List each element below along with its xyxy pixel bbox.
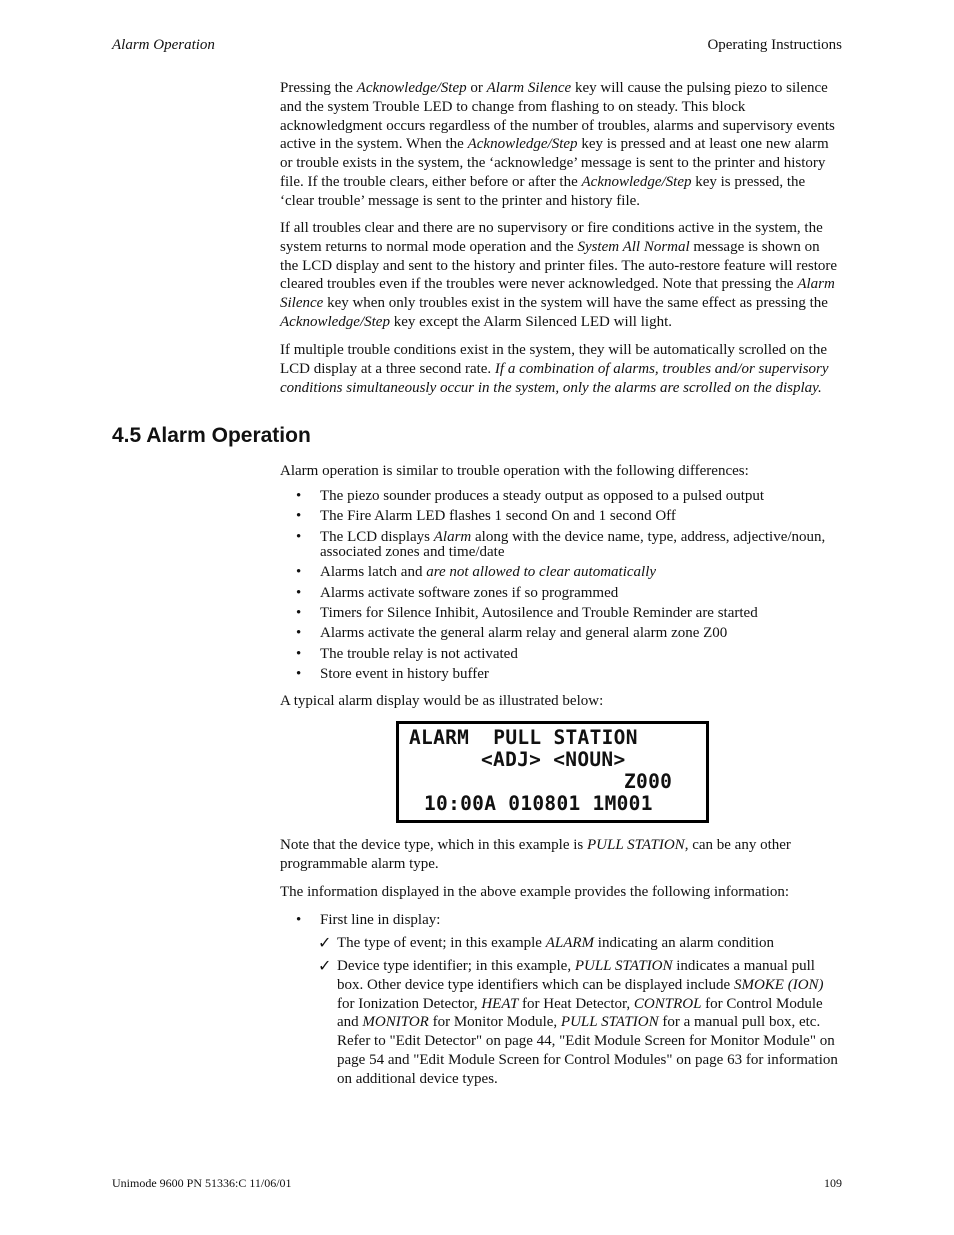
bullet-dot: •	[296, 584, 302, 601]
bullet-dot: •	[296, 528, 302, 545]
lcd-line-1: ALARM PULL STATION	[409, 726, 638, 749]
list-item: • The Fire Alarm LED flashes 1 second On and 1 second Off	[296, 508, 676, 525]
differences-list	[280, 489, 840, 687]
list-item: • The trouble relay is not activated	[296, 645, 518, 662]
list-item: • Alarms activate the general alarm relay and general alarm zone Z00	[296, 625, 728, 642]
running-header-title: Operating Instructions	[707, 37, 842, 53]
list-item: • The piezo sounder produces a steady output as opposed to a pulsed output	[296, 488, 765, 504]
paragraph-information-intro: The information displayed in the above example provides the following information:	[280, 884, 790, 900]
bullet-dot: •	[296, 508, 302, 525]
bullet-dot: •	[296, 665, 302, 682]
list-item: • Timers for Silence Inhibit, Autosilence and Trouble Reminder are started	[296, 604, 758, 621]
check-item-device-type	[318, 957, 840, 1089]
first-line-label: First line in display:	[320, 912, 441, 928]
lcd-line-2: <ADJ> <NOUN>	[481, 748, 626, 771]
checkmark-icon: ✓	[318, 933, 332, 952]
running-header-section: Alarm Operation	[112, 37, 215, 53]
list-item: • Alarms activate software zones if so programmed	[296, 584, 619, 601]
bullet-dot: •	[296, 645, 302, 662]
lcd-line-4: 10:00A 010801 1M001	[424, 792, 653, 815]
list-item: • The LCD displays Alarm along with the device name, type, address, adjective/noun, associated zones and time/date	[296, 528, 826, 561]
bullet-dot: •	[296, 604, 302, 621]
section-intro: Alarm operation is similar to trouble operation with the following differences:	[280, 463, 749, 479]
list-item: • Store event in history buffer	[296, 665, 489, 682]
bullet-dot: •	[296, 625, 302, 642]
check-item-event-type	[318, 934, 840, 953]
bullet-dot: •	[296, 564, 302, 581]
check-item-text: Device type identifier; in this example, PULL STATION indicates a manual pull box. Other device type identifiers which can be displayed include SMOKE (ION) for Ionization Detector, HEAT for Heat Detector, CONTROL for Control Module and MONITOR for Monitor Module, PULL STATION for a manual pull box, etc. Refer to "Edit Detector" on page 44, "Edit Module Screen for Monitor Module" on page 54 and "Edit Module Screen for Control Modules" on page 63 for information on additional device types.	[337, 958, 838, 1087]
lcd-line-3: Z000	[624, 770, 673, 793]
checkmark-icon: ✓	[318, 956, 332, 975]
paragraph-scrolling: If multiple trouble conditions exist in the system, they will be automatically scrolled on the LCD display at a three second rate. If a combination of alarms, troubles and/or supervisory conditions simultaneously occur in the system, only the alarms are scrolled on the display.	[280, 342, 829, 396]
list-item: • Alarms latch and are not allowed to clear automatically	[296, 564, 657, 581]
check-item-text: The type of event; in this example ALARM indicating an alarm condition	[337, 935, 774, 951]
footer-page-number: 109	[824, 1176, 842, 1190]
bullet-dot: •	[296, 912, 302, 928]
paragraph-acknowledge: Pressing the Acknowledge/Step or Alarm Silence key will cause the pulsing piezo to silence and the system Trouble LED to change from flashing to on steady. This block acknowledgment occurs regardless of the number of troubles, alarms and supervisory events active in the system. When the Acknowledge/Step key is pressed and at least one new alarm or trouble exists in the system, the ‘acknowledge’ message is sent to the printer and history file. If the trouble clears, either before or after the Acknowledge/Step key is pressed, the ‘clear trouble’ message is sent to the printer and history file.	[280, 80, 835, 209]
lcd-display-example	[396, 721, 709, 823]
typical-display-caption: A typical alarm display would be as illustrated below:	[280, 693, 604, 709]
paragraph-device-type-note: Note that the device type, which in this example is PULL STATION, can be any other programmable alarm type.	[280, 837, 791, 872]
footer-document-id: Unimode 9600 PN 51336:C 11/06/01	[112, 1176, 292, 1190]
paragraph-auto-restore: If all troubles clear and there are no supervisory or fire conditions active in the system, the system returns to normal mode operation and the System All Normal message is shown on the LCD display and sent to the history and printer files. The auto-restore feature will restore cleared troubles even if the troubles were never acknowledged. Note that pressing the Alarm Silence key when only troubles exist in the system will have the same effect as pressing the Acknowledge/Step key except the Alarm Silenced LED will light.	[280, 220, 838, 330]
bullet-dot: •	[296, 488, 302, 504]
section-heading: 4.5 Alarm Operation	[112, 424, 311, 447]
